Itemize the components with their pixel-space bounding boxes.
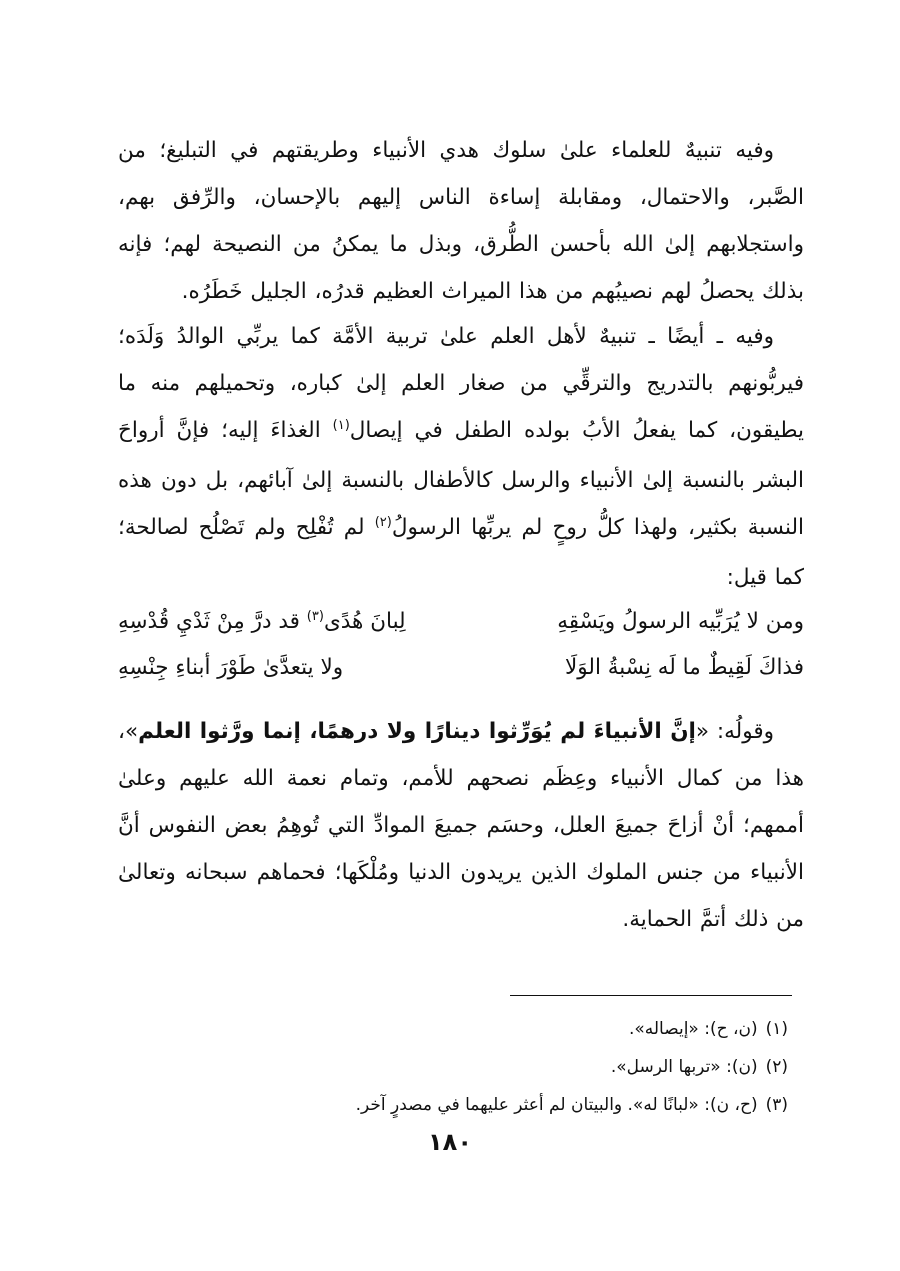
footnote-2-number: (٢) [765, 1057, 788, 1077]
footnote-2 [118, 1048, 788, 1086]
footnote-ref-1: (١) [332, 418, 350, 433]
verse-2 [118, 645, 804, 691]
footnote-divider [510, 995, 792, 996]
footnote-1-number: (١) [765, 1019, 788, 1039]
verse-1-first-hemistich: ومن لا يُرَبِّيه الرسولُ ويَسْقِهِ [557, 609, 804, 634]
paragraph-3-part-a: وقولُه: « [695, 719, 775, 744]
verse-1-second-part-a: لِبانَ هُدًى [323, 609, 406, 634]
footnote-3-text: (ح، ن): «لبانًا له». والبيتان لم أعثر عليهما في مصدرٍ آخر. [355, 1095, 758, 1115]
paragraph-1-text: وفيه تنبيهٌ للعلماء علىٰ سلوك هدي الأنبياء وطريقتهم في التبليغ؛ من الصَّبر، والاحتمال، ومقابلة إساءة الناس إليهم بالإحسان، والرِّفق بهم، واستجلابهم إلىٰ الله بأحسن الطُّرق، وبذل ما يمكنُ من النصيحة لهم؛ فإنه بذلك يحصلُ لهم نصيبُهم من هذا الميراث العظيم قدرُه، الجليل خَطَرُه. [118, 138, 804, 304]
paragraph-2-part-b: الغذاءَ إليه؛ فإنَّ أرواحَ البشر بالنسبة إلىٰ الأنبياء والرسل كالأطفال بالنسبة إلىٰ آبائهم، بل دون هذه النسبة بكثير، ولهذا كلُّ روحٍ لم يربِّها الرسولُ [118, 418, 804, 540]
paragraph-3-part-b: »، هذا من كمال الأنبياء وعِظَم نصحهم للأمم، وتمام نعمة الله عليهم وعلىٰ أممهم؛ أنْ أزاحَ جميعَ العلل، وحسَم جميعَ الموادِّ التي تُوهِمُ بعض النفوس أنَّ الأنبياء من جنس الملوك الذين يريدون الدنيا ومُلْكَها؛ فحماهم سبحانه وتعالىٰ من ذلك أتمَّ الحماية. [118, 719, 804, 932]
paragraph-1 [118, 127, 804, 315]
footnote-1 [118, 1010, 788, 1048]
verse-1-second-hemistich [118, 599, 438, 645]
paragraph-3 [118, 708, 804, 943]
footnotes [118, 1010, 788, 1124]
footnote-3-number: (٣) [765, 1095, 788, 1115]
verse-1-second-part-b: قد درَّ مِنْ ثَدْيِ قُدْسِهِ [118, 609, 300, 634]
page-number: ١٨٠ [428, 1128, 472, 1156]
paragraph-3-text [118, 708, 804, 943]
footnote-1-text: (ن، ح): «إيصاله». [628, 1019, 758, 1039]
paragraph-2-part-c: لم تُفْلِح ولم تَصْلُح لصالحة؛ كما قيل: [118, 515, 804, 590]
verse-2-second-hemistich: ولا يتعدَّىٰ طَوْرَ أبناءِ جِنْسِهِ [118, 655, 344, 680]
poem [118, 599, 804, 691]
footnote-ref-2: (٢) [374, 515, 392, 530]
footnote-2-text: (ن): «تربها الرسل». [610, 1057, 758, 1077]
paragraph-2-text [118, 313, 804, 601]
paragraph-2 [118, 313, 804, 601]
verse-2-first-hemistich: فذاكَ لَقِيطٌ ما لَه نِسْبةُ الوَلَا [565, 655, 804, 680]
paragraph-2-part-a: وفيه ـ أيضًا ـ تنبيهٌ لأهل العلم علىٰ تربية الأمَّة كما يربِّي الوالدُ وَلَدَه؛ فيربُّونهم بالتدريج والترقِّي من صغار العلم إلىٰ كباره، وتحميلهم منه ما يطيقون، كما يفعلُ الأبُ بولده الطفل في إيصال [118, 324, 804, 443]
hadith-quote: إنَّ الأنبياءَ لم يُوَرِّثوا دينارًا ولا درهمًا، إنما ورَّثوا العلم [138, 719, 696, 744]
footnote-3 [118, 1086, 788, 1124]
verse-1 [118, 599, 804, 645]
footnote-ref-3: (٣) [306, 609, 324, 624]
